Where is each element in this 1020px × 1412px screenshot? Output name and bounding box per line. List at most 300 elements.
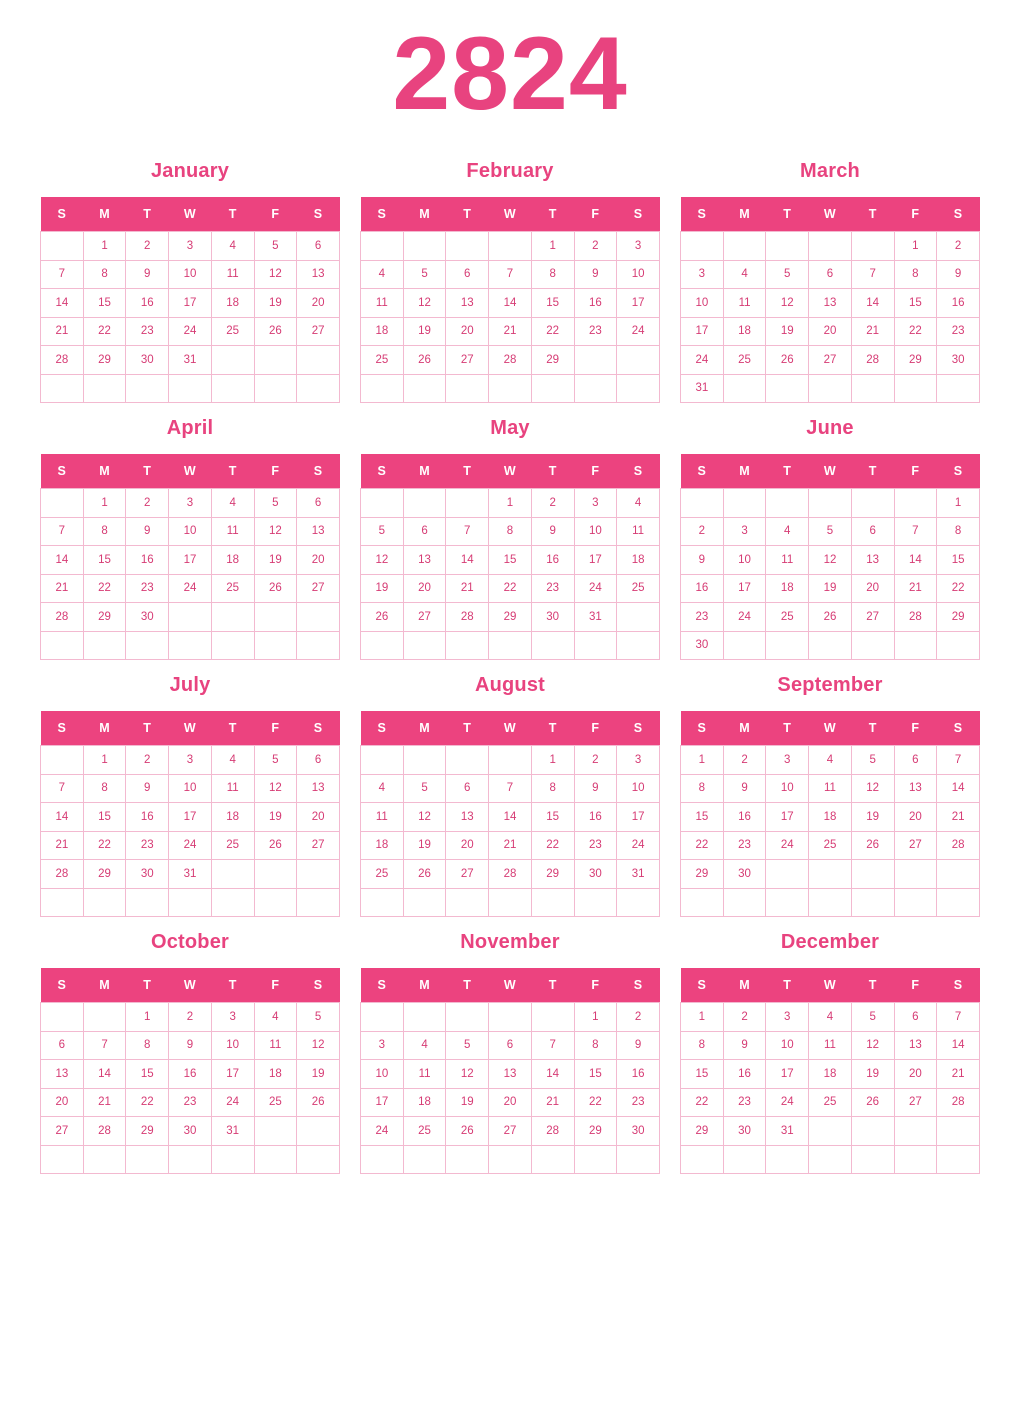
day-cell[interactable]: 19 <box>446 1088 489 1117</box>
day-cell[interactable]: 7 <box>937 746 980 775</box>
day-cell[interactable]: 8 <box>681 1031 724 1060</box>
day-cell[interactable]: 17 <box>169 289 212 318</box>
day-cell[interactable]: 14 <box>41 546 84 575</box>
day-cell[interactable]: 4 <box>211 746 254 775</box>
day-cell[interactable]: 9 <box>723 774 766 803</box>
day-cell[interactable]: 22 <box>894 317 937 346</box>
day-cell[interactable]: 24 <box>681 346 724 375</box>
day-cell[interactable]: 28 <box>851 346 894 375</box>
day-cell[interactable]: 12 <box>809 546 852 575</box>
day-cell[interactable]: 12 <box>766 289 809 318</box>
day-cell[interactable]: 5 <box>254 489 297 518</box>
day-cell[interactable]: 14 <box>894 546 937 575</box>
day-cell[interactable]: 5 <box>403 774 446 803</box>
day-cell[interactable]: 13 <box>809 289 852 318</box>
day-cell[interactable]: 19 <box>851 803 894 832</box>
day-cell[interactable]: 26 <box>403 346 446 375</box>
day-cell[interactable]: 5 <box>403 260 446 289</box>
day-cell[interactable]: 23 <box>723 1088 766 1117</box>
day-cell[interactable]: 15 <box>531 289 574 318</box>
day-cell[interactable]: 18 <box>211 546 254 575</box>
day-cell[interactable]: 3 <box>723 517 766 546</box>
day-cell[interactable]: 3 <box>766 746 809 775</box>
day-cell[interactable]: 28 <box>937 1088 980 1117</box>
day-cell[interactable]: 8 <box>531 260 574 289</box>
day-cell[interactable]: 31 <box>617 860 660 889</box>
day-cell[interactable]: 30 <box>126 603 169 632</box>
day-cell[interactable]: 18 <box>361 317 404 346</box>
day-cell[interactable]: 13 <box>297 774 340 803</box>
day-cell[interactable]: 27 <box>851 603 894 632</box>
day-cell[interactable]: 5 <box>851 1003 894 1032</box>
day-cell[interactable]: 14 <box>531 1060 574 1089</box>
day-cell[interactable]: 3 <box>617 746 660 775</box>
day-cell[interactable]: 27 <box>41 1117 84 1146</box>
day-cell[interactable]: 14 <box>446 546 489 575</box>
day-cell[interactable]: 2 <box>574 232 617 261</box>
day-cell[interactable]: 23 <box>169 1088 212 1117</box>
day-cell[interactable]: 28 <box>41 860 84 889</box>
day-cell[interactable]: 24 <box>766 1088 809 1117</box>
day-cell[interactable]: 19 <box>254 289 297 318</box>
day-cell[interactable]: 10 <box>681 289 724 318</box>
day-cell[interactable]: 21 <box>489 831 532 860</box>
day-cell[interactable]: 20 <box>446 317 489 346</box>
day-cell[interactable]: 6 <box>297 232 340 261</box>
day-cell[interactable]: 20 <box>446 831 489 860</box>
day-cell[interactable]: 13 <box>403 546 446 575</box>
day-cell[interactable]: 29 <box>681 860 724 889</box>
day-cell[interactable]: 14 <box>41 803 84 832</box>
day-cell[interactable]: 30 <box>617 1117 660 1146</box>
day-cell[interactable]: 16 <box>126 803 169 832</box>
day-cell[interactable]: 16 <box>617 1060 660 1089</box>
day-cell[interactable]: 24 <box>723 603 766 632</box>
day-cell[interactable]: 23 <box>126 317 169 346</box>
day-cell[interactable]: 22 <box>531 317 574 346</box>
day-cell[interactable]: 5 <box>851 746 894 775</box>
day-cell[interactable]: 19 <box>297 1060 340 1089</box>
day-cell[interactable]: 2 <box>531 489 574 518</box>
day-cell[interactable]: 18 <box>809 1060 852 1089</box>
day-cell[interactable]: 10 <box>361 1060 404 1089</box>
day-cell[interactable]: 29 <box>531 860 574 889</box>
day-cell[interactable]: 4 <box>211 232 254 261</box>
day-cell[interactable]: 10 <box>169 517 212 546</box>
day-cell[interactable]: 26 <box>446 1117 489 1146</box>
day-cell[interactable]: 18 <box>617 546 660 575</box>
day-cell[interactable]: 7 <box>489 260 532 289</box>
day-cell[interactable]: 29 <box>489 603 532 632</box>
day-cell[interactable]: 31 <box>211 1117 254 1146</box>
day-cell[interactable]: 10 <box>211 1031 254 1060</box>
day-cell[interactable]: 25 <box>809 831 852 860</box>
day-cell[interactable]: 20 <box>297 289 340 318</box>
day-cell[interactable]: 27 <box>297 831 340 860</box>
day-cell[interactable]: 13 <box>297 517 340 546</box>
day-cell[interactable]: 16 <box>937 289 980 318</box>
day-cell[interactable]: 21 <box>894 574 937 603</box>
day-cell[interactable]: 27 <box>446 346 489 375</box>
day-cell[interactable]: 19 <box>254 546 297 575</box>
day-cell[interactable]: 3 <box>574 489 617 518</box>
day-cell[interactable]: 14 <box>851 289 894 318</box>
day-cell[interactable]: 26 <box>403 860 446 889</box>
day-cell[interactable]: 18 <box>403 1088 446 1117</box>
day-cell[interactable]: 7 <box>489 774 532 803</box>
day-cell[interactable]: 6 <box>894 1003 937 1032</box>
day-cell[interactable]: 4 <box>254 1003 297 1032</box>
day-cell[interactable]: 1 <box>531 232 574 261</box>
day-cell[interactable]: 21 <box>41 574 84 603</box>
day-cell[interactable]: 11 <box>723 289 766 318</box>
day-cell[interactable]: 6 <box>446 260 489 289</box>
day-cell[interactable]: 13 <box>446 803 489 832</box>
day-cell[interactable]: 15 <box>894 289 937 318</box>
day-cell[interactable]: 20 <box>489 1088 532 1117</box>
day-cell[interactable]: 6 <box>41 1031 84 1060</box>
day-cell[interactable]: 22 <box>681 831 724 860</box>
day-cell[interactable]: 11 <box>361 289 404 318</box>
day-cell[interactable]: 10 <box>766 774 809 803</box>
day-cell[interactable]: 6 <box>403 517 446 546</box>
day-cell[interactable]: 2 <box>937 232 980 261</box>
day-cell[interactable]: 16 <box>574 803 617 832</box>
day-cell[interactable]: 25 <box>809 1088 852 1117</box>
day-cell[interactable]: 30 <box>723 1117 766 1146</box>
day-cell[interactable]: 22 <box>83 317 126 346</box>
day-cell[interactable]: 21 <box>851 317 894 346</box>
day-cell[interactable]: 18 <box>211 289 254 318</box>
day-cell[interactable]: 20 <box>809 317 852 346</box>
day-cell[interactable]: 25 <box>361 346 404 375</box>
day-cell[interactable]: 27 <box>489 1117 532 1146</box>
day-cell[interactable]: 5 <box>446 1031 489 1060</box>
day-cell[interactable]: 16 <box>723 803 766 832</box>
day-cell[interactable]: 31 <box>574 603 617 632</box>
day-cell[interactable]: 15 <box>83 546 126 575</box>
day-cell[interactable]: 2 <box>723 746 766 775</box>
day-cell[interactable]: 5 <box>254 746 297 775</box>
day-cell[interactable]: 21 <box>83 1088 126 1117</box>
day-cell[interactable]: 12 <box>403 803 446 832</box>
day-cell[interactable]: 22 <box>83 831 126 860</box>
day-cell[interactable]: 22 <box>489 574 532 603</box>
day-cell[interactable]: 1 <box>83 489 126 518</box>
day-cell[interactable]: 20 <box>297 546 340 575</box>
day-cell[interactable]: 26 <box>809 603 852 632</box>
day-cell[interactable]: 24 <box>617 831 660 860</box>
day-cell[interactable]: 26 <box>766 346 809 375</box>
day-cell[interactable]: 18 <box>361 831 404 860</box>
day-cell[interactable]: 24 <box>169 831 212 860</box>
day-cell[interactable]: 6 <box>851 517 894 546</box>
day-cell[interactable]: 15 <box>489 546 532 575</box>
day-cell[interactable]: 22 <box>937 574 980 603</box>
day-cell[interactable]: 4 <box>723 260 766 289</box>
day-cell[interactable]: 20 <box>894 1060 937 1089</box>
day-cell[interactable]: 13 <box>489 1060 532 1089</box>
day-cell[interactable]: 13 <box>41 1060 84 1089</box>
day-cell[interactable]: 8 <box>83 260 126 289</box>
day-cell[interactable]: 16 <box>531 546 574 575</box>
day-cell[interactable]: 3 <box>211 1003 254 1032</box>
day-cell[interactable]: 23 <box>531 574 574 603</box>
day-cell[interactable]: 29 <box>681 1117 724 1146</box>
day-cell[interactable]: 25 <box>361 860 404 889</box>
day-cell[interactable]: 28 <box>489 860 532 889</box>
day-cell[interactable]: 17 <box>766 803 809 832</box>
day-cell[interactable]: 23 <box>723 831 766 860</box>
day-cell[interactable]: 20 <box>41 1088 84 1117</box>
day-cell[interactable]: 3 <box>766 1003 809 1032</box>
day-cell[interactable]: 4 <box>617 489 660 518</box>
day-cell[interactable]: 7 <box>937 1003 980 1032</box>
day-cell[interactable]: 11 <box>361 803 404 832</box>
day-cell[interactable]: 26 <box>297 1088 340 1117</box>
day-cell[interactable]: 28 <box>937 831 980 860</box>
day-cell[interactable]: 2 <box>681 517 724 546</box>
day-cell[interactable]: 26 <box>254 831 297 860</box>
day-cell[interactable]: 23 <box>681 603 724 632</box>
day-cell[interactable]: 16 <box>574 289 617 318</box>
day-cell[interactable]: 13 <box>297 260 340 289</box>
day-cell[interactable]: 27 <box>809 346 852 375</box>
day-cell[interactable]: 14 <box>937 1031 980 1060</box>
day-cell[interactable]: 15 <box>83 803 126 832</box>
day-cell[interactable]: 21 <box>937 1060 980 1089</box>
day-cell[interactable]: 16 <box>723 1060 766 1089</box>
day-cell[interactable]: 1 <box>489 489 532 518</box>
day-cell[interactable]: 8 <box>894 260 937 289</box>
day-cell[interactable]: 9 <box>723 1031 766 1060</box>
day-cell[interactable]: 15 <box>83 289 126 318</box>
day-cell[interactable]: 10 <box>169 774 212 803</box>
day-cell[interactable]: 17 <box>169 546 212 575</box>
day-cell[interactable]: 14 <box>489 289 532 318</box>
day-cell[interactable]: 24 <box>766 831 809 860</box>
day-cell[interactable]: 24 <box>169 317 212 346</box>
day-cell[interactable]: 3 <box>169 746 212 775</box>
day-cell[interactable]: 30 <box>937 346 980 375</box>
day-cell[interactable]: 18 <box>809 803 852 832</box>
day-cell[interactable]: 22 <box>126 1088 169 1117</box>
day-cell[interactable]: 1 <box>894 232 937 261</box>
day-cell[interactable]: 12 <box>361 546 404 575</box>
day-cell[interactable]: 27 <box>894 831 937 860</box>
day-cell[interactable]: 25 <box>211 574 254 603</box>
day-cell[interactable]: 17 <box>169 803 212 832</box>
day-cell[interactable]: 18 <box>211 803 254 832</box>
day-cell[interactable]: 9 <box>574 260 617 289</box>
day-cell[interactable]: 13 <box>446 289 489 318</box>
day-cell[interactable]: 1 <box>126 1003 169 1032</box>
day-cell[interactable]: 11 <box>809 1031 852 1060</box>
day-cell[interactable]: 30 <box>681 631 724 660</box>
day-cell[interactable]: 8 <box>489 517 532 546</box>
day-cell[interactable]: 17 <box>723 574 766 603</box>
day-cell[interactable]: 23 <box>937 317 980 346</box>
day-cell[interactable]: 12 <box>446 1060 489 1089</box>
day-cell[interactable]: 3 <box>361 1031 404 1060</box>
day-cell[interactable]: 9 <box>126 260 169 289</box>
day-cell[interactable]: 3 <box>169 489 212 518</box>
day-cell[interactable]: 6 <box>297 746 340 775</box>
day-cell[interactable]: 1 <box>681 746 724 775</box>
day-cell[interactable]: 11 <box>617 517 660 546</box>
day-cell[interactable]: 6 <box>809 260 852 289</box>
day-cell[interactable]: 29 <box>531 346 574 375</box>
day-cell[interactable]: 23 <box>574 317 617 346</box>
day-cell[interactable]: 18 <box>766 574 809 603</box>
day-cell[interactable]: 19 <box>254 803 297 832</box>
day-cell[interactable]: 26 <box>254 317 297 346</box>
day-cell[interactable]: 7 <box>41 260 84 289</box>
day-cell[interactable]: 28 <box>489 346 532 375</box>
day-cell[interactable]: 29 <box>83 346 126 375</box>
day-cell[interactable]: 19 <box>851 1060 894 1089</box>
day-cell[interactable]: 11 <box>254 1031 297 1060</box>
day-cell[interactable]: 8 <box>937 517 980 546</box>
day-cell[interactable]: 17 <box>211 1060 254 1089</box>
day-cell[interactable]: 15 <box>126 1060 169 1089</box>
day-cell[interactable]: 28 <box>41 603 84 632</box>
day-cell[interactable]: 1 <box>937 489 980 518</box>
day-cell[interactable]: 17 <box>574 546 617 575</box>
day-cell[interactable]: 30 <box>169 1117 212 1146</box>
day-cell[interactable]: 9 <box>574 774 617 803</box>
day-cell[interactable]: 3 <box>169 232 212 261</box>
day-cell[interactable]: 8 <box>531 774 574 803</box>
day-cell[interactable]: 10 <box>169 260 212 289</box>
day-cell[interactable]: 9 <box>617 1031 660 1060</box>
day-cell[interactable]: 24 <box>211 1088 254 1117</box>
day-cell[interactable]: 7 <box>83 1031 126 1060</box>
day-cell[interactable]: 23 <box>126 831 169 860</box>
day-cell[interactable]: 4 <box>361 774 404 803</box>
day-cell[interactable]: 24 <box>574 574 617 603</box>
day-cell[interactable]: 5 <box>361 517 404 546</box>
day-cell[interactable]: 25 <box>617 574 660 603</box>
day-cell[interactable]: 20 <box>894 803 937 832</box>
day-cell[interactable]: 7 <box>41 517 84 546</box>
day-cell[interactable]: 7 <box>894 517 937 546</box>
day-cell[interactable]: 7 <box>446 517 489 546</box>
day-cell[interactable]: 26 <box>254 574 297 603</box>
day-cell[interactable]: 24 <box>617 317 660 346</box>
day-cell[interactable]: 19 <box>809 574 852 603</box>
day-cell[interactable]: 1 <box>681 1003 724 1032</box>
day-cell[interactable]: 20 <box>851 574 894 603</box>
day-cell[interactable]: 5 <box>809 517 852 546</box>
day-cell[interactable]: 11 <box>403 1060 446 1089</box>
day-cell[interactable]: 12 <box>851 774 894 803</box>
day-cell[interactable]: 6 <box>489 1031 532 1060</box>
day-cell[interactable]: 11 <box>211 517 254 546</box>
day-cell[interactable]: 11 <box>211 260 254 289</box>
day-cell[interactable]: 14 <box>41 289 84 318</box>
day-cell[interactable]: 10 <box>617 260 660 289</box>
day-cell[interactable]: 4 <box>211 489 254 518</box>
day-cell[interactable]: 2 <box>723 1003 766 1032</box>
day-cell[interactable]: 30 <box>574 860 617 889</box>
day-cell[interactable]: 15 <box>937 546 980 575</box>
day-cell[interactable]: 10 <box>723 546 766 575</box>
day-cell[interactable]: 1 <box>83 746 126 775</box>
day-cell[interactable]: 3 <box>681 260 724 289</box>
day-cell[interactable]: 1 <box>531 746 574 775</box>
day-cell[interactable]: 4 <box>766 517 809 546</box>
day-cell[interactable]: 28 <box>41 346 84 375</box>
day-cell[interactable]: 8 <box>83 774 126 803</box>
day-cell[interactable]: 21 <box>446 574 489 603</box>
day-cell[interactable]: 3 <box>617 232 660 261</box>
day-cell[interactable]: 29 <box>126 1117 169 1146</box>
day-cell[interactable]: 12 <box>254 774 297 803</box>
day-cell[interactable]: 26 <box>851 1088 894 1117</box>
day-cell[interactable]: 12 <box>254 260 297 289</box>
day-cell[interactable]: 9 <box>169 1031 212 1060</box>
day-cell[interactable]: 21 <box>531 1088 574 1117</box>
day-cell[interactable]: 8 <box>83 517 126 546</box>
day-cell[interactable]: 4 <box>809 746 852 775</box>
day-cell[interactable]: 27 <box>403 603 446 632</box>
day-cell[interactable]: 13 <box>851 546 894 575</box>
day-cell[interactable]: 17 <box>617 289 660 318</box>
day-cell[interactable]: 13 <box>894 774 937 803</box>
day-cell[interactable]: 19 <box>403 317 446 346</box>
day-cell[interactable]: 9 <box>681 546 724 575</box>
day-cell[interactable]: 10 <box>617 774 660 803</box>
day-cell[interactable]: 22 <box>574 1088 617 1117</box>
day-cell[interactable]: 14 <box>83 1060 126 1089</box>
day-cell[interactable]: 4 <box>403 1031 446 1060</box>
day-cell[interactable]: 5 <box>766 260 809 289</box>
day-cell[interactable]: 7 <box>41 774 84 803</box>
day-cell[interactable]: 14 <box>489 803 532 832</box>
day-cell[interactable]: 15 <box>574 1060 617 1089</box>
day-cell[interactable]: 5 <box>297 1003 340 1032</box>
day-cell[interactable]: 8 <box>126 1031 169 1060</box>
day-cell[interactable]: 27 <box>446 860 489 889</box>
day-cell[interactable]: 25 <box>403 1117 446 1146</box>
day-cell[interactable]: 20 <box>297 803 340 832</box>
day-cell[interactable]: 25 <box>211 831 254 860</box>
day-cell[interactable]: 25 <box>254 1088 297 1117</box>
day-cell[interactable]: 11 <box>809 774 852 803</box>
day-cell[interactable]: 29 <box>937 603 980 632</box>
day-cell[interactable]: 30 <box>126 346 169 375</box>
day-cell[interactable]: 17 <box>361 1088 404 1117</box>
day-cell[interactable]: 24 <box>361 1117 404 1146</box>
day-cell[interactable]: 2 <box>126 746 169 775</box>
day-cell[interactable]: 25 <box>211 317 254 346</box>
day-cell[interactable]: 2 <box>126 232 169 261</box>
day-cell[interactable]: 30 <box>723 860 766 889</box>
day-cell[interactable]: 10 <box>574 517 617 546</box>
day-cell[interactable]: 15 <box>681 1060 724 1089</box>
day-cell[interactable]: 26 <box>361 603 404 632</box>
day-cell[interactable]: 2 <box>574 746 617 775</box>
day-cell[interactable]: 26 <box>851 831 894 860</box>
day-cell[interactable]: 24 <box>169 574 212 603</box>
day-cell[interactable]: 12 <box>851 1031 894 1060</box>
day-cell[interactable]: 29 <box>574 1117 617 1146</box>
day-cell[interactable]: 21 <box>41 831 84 860</box>
day-cell[interactable]: 28 <box>894 603 937 632</box>
day-cell[interactable]: 17 <box>681 317 724 346</box>
day-cell[interactable]: 28 <box>446 603 489 632</box>
